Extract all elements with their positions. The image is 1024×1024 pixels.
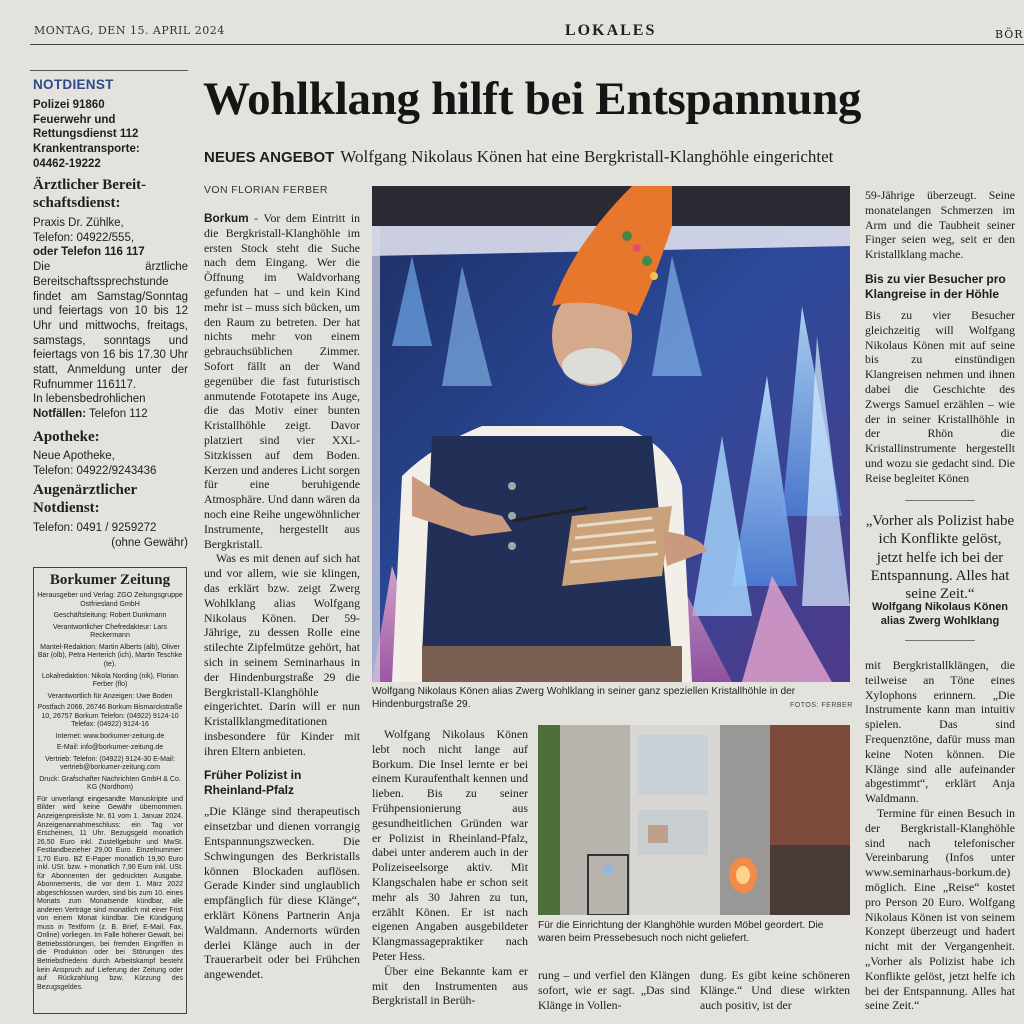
- impressum-box: [33, 567, 187, 1014]
- life-threatening-block: [33, 392, 188, 421]
- impressum-entry: Geschäftsleitung: Robert Dunkmann: [53, 612, 167, 620]
- subhead-text: Wolfgang Nikolaus Könen hat eine Bergkristall-Klanghöhle eingerichtet: [340, 147, 834, 166]
- article-tag: NEUES ANGEBOT: [204, 149, 335, 166]
- paragraph: 59-Jährige überzeugt. Seine monatelangen Schmerzen im Arm und die Taubheit seiner Finger seien weg, seit er den Kristallklang mache.: [865, 188, 1015, 262]
- impressum-entry: Mantel-Redaktion: Martin Alberts (alb), Oliver Bär (olb), Petra Herterich (ich), Martin Teschke (te).: [37, 643, 183, 669]
- arzt-phone: oder Telefon 116 117: [33, 246, 145, 259]
- impressum-website: Internet: www.borkumer-zeitung.de: [55, 732, 165, 740]
- apotheke-heading: Apotheke:: [33, 429, 100, 445]
- header-rule: [30, 44, 1024, 45]
- sidebar-top-rule: [30, 70, 188, 71]
- emergency-line: Feuerwehr und: [33, 113, 116, 126]
- arzt-line: Praxis Dr. Zühlke,: [33, 217, 124, 229]
- augen-block: [33, 481, 188, 550]
- notdienst-heading: NOTDIENST: [33, 77, 114, 92]
- impressum-title: Borkumer Zeitung: [49, 572, 171, 588]
- impressum-entry: Lokalredaktion: Nikola Nording (nik), Florian Ferber (flo): [41, 672, 179, 689]
- article-column-right: [865, 188, 1015, 486]
- paragraph: Bis zu vier Besucher gleichzeitig will Wolfgang Nikolaus Könen mit auf seine bis zu einstündigen Klangreisen nehmen und ihnen dabei die Geschichte des Zwergs Samuel erzählen – wie der in seiner Kristallhöhle in der Rhön die Kristallinstrumente hergestellt und wozu sie gedacht sind. Die Reise begleitet Könen: [865, 307, 1015, 485]
- article-column-2: [372, 727, 528, 1008]
- impressum-fine-print: Für unverlangt eingesandte Manuskripte und Bilder wird keine Gewähr übernommen. Anzeigenpreisliste Nr. 61 vom 1. Januar 2024. Anzeigenannahmeschluss: ein Tag vor Erscheinen, 11 Uhr. Bezugsgeld monatlich 26,50 Euro inkl. Zustellgebühr und MwSt. Festlandbezieher 29,00 Euro. Einzelnummer: 1,70 Euro. BZ E-Paper monatlich 19,90 Euro inkl. USt. bzw. + monatlich 7,90 Euro inkl. USt. für Abonnenten der gedruckten Ausgabe. Abonnements, die vor dem 1. März 2022 abgeschlossen wurden, sind bis zum 10. eines Monats zum Monatsende kündbar, alle anderen Verträge sind monatlich mit einer Frist von einem Monat kündbar. Die Kündigung muss in Textform (z. B. Brief, E-Mail, Fax, Online) vorliegen. Im Falle höherer Gewalt, bei Betriebsstörungen, bei fremden Eingriffen in die Produktion oder bei Störungen des Betriebsfriedens durch Arbeitskampf besteht kein Anspruch auf Lieferung der Zeitung oder auf Rückzahlung bzw. Kürzung des Bezugsgeldes.: [37, 795, 183, 991]
- augen-phone: Telefon: 0491 / 9259272: [33, 522, 157, 534]
- emergency-line: 04462-19222: [33, 157, 101, 170]
- gnome-in-crystal-cave-image: [372, 186, 850, 682]
- main-photo: [372, 186, 850, 682]
- emergency-line: Krankentransporte:: [33, 143, 140, 156]
- pull-quote-attribution: Wolfgang Nikolaus Könen alias Zwerg Wohlklang: [871, 601, 1009, 628]
- emergency-line: Polizei 91860: [33, 99, 105, 111]
- section-title: LOKALES: [565, 22, 657, 39]
- life-line-2-bold: Notfällen:: [33, 407, 87, 420]
- paragraph: Über eine Bekannte kam er mit den Instrumenten aus Bergkristall in Berüh-: [372, 963, 528, 1008]
- impressum-entry: Postfach 2066, 26746 Borkum Bismarckstraße 10, 26757 Borkum Telefon: (04922) 9124-10 Telefax: (04922) 9124-16: [37, 704, 183, 729]
- subheading: Früher Polizist in Rheinland-Pfalz: [204, 768, 302, 798]
- arzt-block: [33, 176, 188, 393]
- impressum-email: E-Mail: info@borkumer-zeitung.de: [56, 744, 164, 752]
- issue-date: MONTAG, DEN 15. APRIL 2024: [34, 24, 225, 37]
- life-line-2-rest: Telefon 112: [86, 407, 148, 420]
- impressum-entry: Herausgeber und Verlag: ZGO Zeitungsgruppe Ostfriesland GmbH: [37, 592, 183, 608]
- photo-credit: FOTOS: FERBER: [790, 702, 853, 709]
- paragraph: - Vor dem Eintritt in die Bergkristall-Klanghöhle im ersten Stock steht die Suche nach dem Eingang. Wer die Öffnung im Waldvorhang gefunden hat – und kein Kind mehr ist – muss sich bücken, um den Raum zu betreten. Der hat nichts mehr von einem gebrauchsüblichen Zimmer. Sofort fällt an der Wand gegenüber die fast futuristisch anmutende Fototapete ins Auge, die das Motiv einer bunten Kristallhöhle zeigt. Davor platziert sind vier XXL-Sitzkissen auf dem Boden. Kerzen und anderes Licht sorgen für eine beruhigende Atmosphäre. Und dann wären da noch eine Reihe ungewöhnlicher Instrumente, hergestellt aus Bergkristall.: [204, 211, 360, 551]
- quote-rule-bottom: [905, 640, 975, 641]
- impressum-entry: Druck: Grafschafter Nachrichten GmbH & Co. KG (Nordhorn): [39, 775, 181, 792]
- article-column-1: [204, 211, 360, 982]
- byline: VON FLORIAN FERBER: [204, 184, 328, 196]
- quote-rule-top: [905, 500, 975, 501]
- life-line-1: In lebensbedrohlichen: [33, 393, 146, 405]
- emergency-numbers: [33, 98, 188, 172]
- subheading: Bis zu vier Besucher pro Klangreise in der Höhle: [865, 271, 1006, 301]
- apotheke-block: [33, 428, 188, 478]
- arzt-text: Die ärztliche Bereitschaftssprechstunde findet am Samstag/Sonntag und feiertags von 10 bis 12 Uhr und mittwochs, freitags, samstags, sonntags und feiertags von 16 bis 17.30 Uhr statt, Anmeldung unter der Rufnummer 116117.: [33, 261, 188, 391]
- article-column-4: [700, 968, 850, 1012]
- impressum-entry: Verantwortlicher Chefredakteur: Lars Reckermann: [53, 623, 167, 640]
- paragraph: rung – und verfiel den Klängen sofort, wie er sagt. „Das sind Klänge in Vollen-: [538, 968, 690, 1012]
- impressum-entry: Vertrieb: Telefon: (04922) 9124-30 E-Mail: vertrieb@borkumer-zeitung.com: [45, 755, 175, 772]
- apotheke-line: Telefon: 04922/9243436: [33, 464, 157, 477]
- apotheke-line: Neue Apotheke,: [33, 450, 115, 462]
- main-photo-caption: Wolfgang Nikolaus Könen alias Zwerg Wohlklang in seiner ganz speziellen Kristallhöhle in der Hindenburgstraße 29.: [372, 686, 796, 711]
- augen-note: (ohne Gewähr): [111, 536, 188, 549]
- impressum-entry: Verantwortlich für Anzeigen: Uwe Boden: [47, 692, 173, 700]
- emergency-line: Rettungsdienst 112: [33, 128, 139, 141]
- paragraph: „Die Klänge sind therapeutisch einsetzbar und dienen vorrangig Entspannungszwecken. Die Schwingungen des Berkristalls können Blockaden auflösen. Gerade Kinder sind unglaublich empfänglich für diese Klänge“, erklärt Könens Partnerin Anja Waldmann. Andernorts würden derlei Klänge auch in der Trauerarbeit oder bei Frühchen angewendet.: [204, 804, 360, 982]
- paragraph: dung. Es gibt keine schöneren Klänge.“ Und diese wirkten auch positiv, ist der: [700, 968, 850, 1012]
- paragraph: Wolfgang Nikolaus Könen lebt noch nicht lange auf Borkum. Die Insel lernte er bei einem Kuraufenthalt kennen und lieben. Bis zu seiner Frühpensionierung aus gesundheitlichen Gründen war er Polizist in Rheinland-Pfalz, dabei unter anderem auch in der Polizeiseelsorge aktiv. Mit Klangschalen habe er schon seit mehr als 30 Jahren zu tun, erzählt Könen. Er ist nach eigenen Angaben ausgebildeter Klangmassagepraktiker nach Peter Hess.: [372, 727, 528, 963]
- article-column-right-lower: [865, 658, 1015, 1013]
- dateline: Borkum: [204, 211, 249, 225]
- pull-quote: „Vorher als Polizist habe ich Konflikte gelöst, jetzt helfe ich bei der Entspannung. Alles hat seine Zeit.“: [865, 513, 1015, 603]
- arzt-line: Telefon: 04922/555,: [33, 231, 135, 244]
- header-right-fragment: BÖR: [995, 28, 1024, 41]
- cave-furniture-image: [538, 725, 850, 915]
- paragraph: Was es mit denen auf sich hat und vor allem, wie sie klingen, das erklärt bzw. zeigt Zwerg Wohlklang alias Wolfgang Nikolaus Könen. Der 59-Jährige, zu dessen Rolle eine stilechte Zipfelmütze gehört, hat sich in seinem Seminarhaus in der Hindenburgstraße 29 die Bergkristall-Klanghöhle eingerichtet. Darin will er nun Kristallklangmeditationen insbesondere für Kinder mit ihren Eltern anbieten.: [204, 551, 360, 758]
- paragraph: Termine für einen Besuch in der Bergkristall-Klanghöhle sind nach telefonischer Vereinbarung (Infos unter www.seminarhaus-borkum.de) möglich. Eine „Reise“ kostet pro Person 20 Euro. Wolfgang Nikolaus Könen ist von seinem Konzept überzeugt und hadert nicht mit der Vergangenheit. „Vorher als Polizist habe ich Konflikte gelöst, jetzt helfe ich bei der Entspannung. Alles hat seine Zeit.“: [865, 805, 1015, 1013]
- arzt-heading: Ärztlicher Bereit-schaftsdienst:: [33, 177, 147, 211]
- article-subhead: [204, 147, 833, 167]
- article-column-3: [538, 968, 690, 1012]
- furniture-photo: [538, 725, 850, 915]
- augen-heading: Augenärztlicher Notdienst:: [33, 482, 137, 516]
- paragraph: mit Bergkristallklängen, die teilweise an Töne eines Xylophons erinnern. „Die Instrumente kann man intuitiv spielen. Das sind Frequenztöne, dafür muss man keine Noten können. Die Klänge sind alle aufeinander abgestimmt“, erklärt Anja Waldmann.: [865, 658, 1015, 806]
- furniture-photo-caption: Für die Einrichtung der Klanghöhle wurden Möbel geordert. Die waren beim Pressebesuch noch nicht geliefert.: [538, 920, 824, 945]
- article-headline: Wohlklang hilft bei Entspannung: [203, 73, 862, 125]
